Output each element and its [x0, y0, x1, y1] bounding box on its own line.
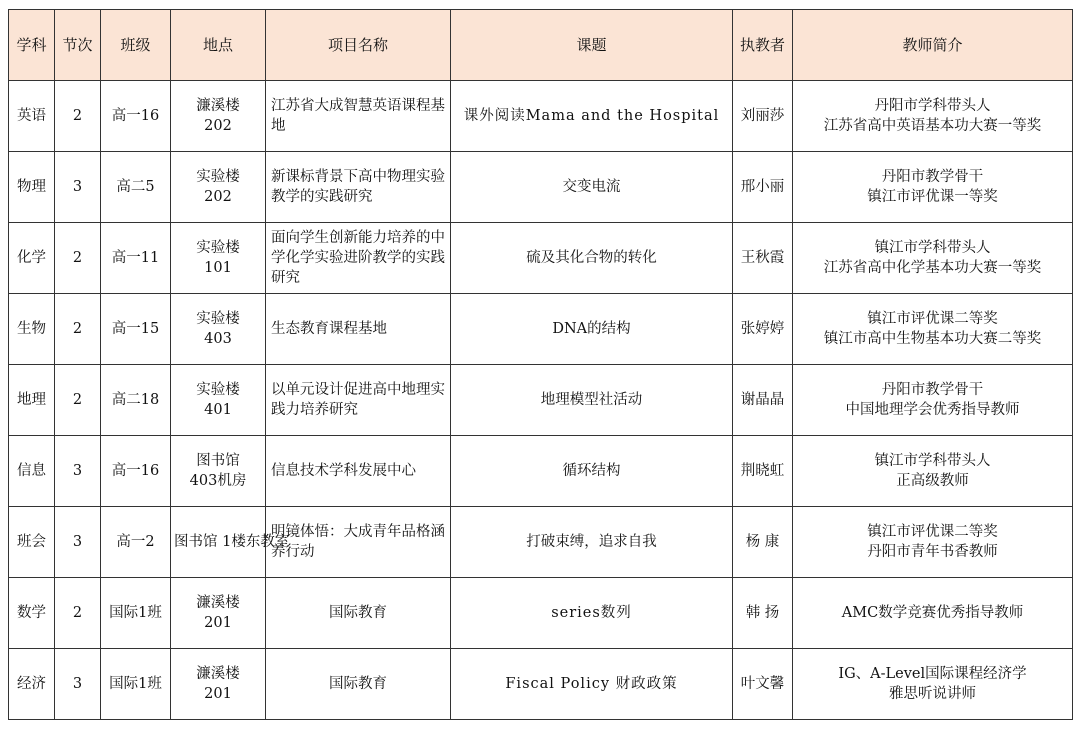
cell-topic: DNA的结构 — [451, 294, 733, 365]
cell-location: 实验楼 401 — [171, 365, 266, 436]
cell-location: 濂溪楼 201 — [171, 578, 266, 649]
cell-location: 濂溪楼 201 — [171, 649, 266, 720]
cell-profile: 镇江市评优课二等奖 镇江市高中生物基本功大赛二等奖 — [793, 294, 1073, 365]
cell-location: 实验楼 403 — [171, 294, 266, 365]
table-row — [9, 649, 1073, 720]
cell-teacher: 韩 扬 — [733, 578, 793, 649]
cell-location: 图书馆 403机房 — [171, 436, 266, 507]
cell-class: 国际1班 — [101, 649, 171, 720]
header-teacher: 执教者 — [733, 10, 793, 81]
cell-period: 3 — [55, 649, 101, 720]
schedule-table-container — [8, 9, 1073, 720]
cell-project: 以单元设计促进高中地理实践力培养研究 — [266, 365, 451, 436]
cell-project: 国际教育 — [266, 578, 451, 649]
cell-class: 高一16 — [101, 436, 171, 507]
cell-teacher: 刘丽莎 — [733, 81, 793, 152]
cell-class: 高二18 — [101, 365, 171, 436]
cell-class: 高二5 — [101, 152, 171, 223]
cell-location: 图书馆 1楼东教室 — [171, 507, 266, 578]
cell-teacher: 张婷婷 — [733, 294, 793, 365]
cell-period: 2 — [55, 294, 101, 365]
cell-class: 高一16 — [101, 81, 171, 152]
cell-profile: 丹阳市学科带头人 江苏省高中英语基本功大赛一等奖 — [793, 81, 1073, 152]
cell-class: 高一11 — [101, 223, 171, 294]
header-subject: 学科 — [9, 10, 55, 81]
cell-teacher: 杨 康 — [733, 507, 793, 578]
cell-class: 高一15 — [101, 294, 171, 365]
header-location: 地点 — [171, 10, 266, 81]
cell-location: 实验楼 101 — [171, 223, 266, 294]
table-row — [9, 81, 1073, 152]
cell-project: 明镜体悟：大成青年品格涵养行动 — [266, 507, 451, 578]
cell-subject: 化学 — [9, 223, 55, 294]
cell-teacher: 谢晶晶 — [733, 365, 793, 436]
cell-period: 2 — [55, 81, 101, 152]
cell-project: 江苏省大成智慧英语课程基地 — [266, 81, 451, 152]
table-row — [9, 223, 1073, 294]
cell-profile: 丹阳市教学骨干 中国地理学会优秀指导教师 — [793, 365, 1073, 436]
table-row — [9, 507, 1073, 578]
cell-subject: 班会 — [9, 507, 55, 578]
open-class-schedule-table — [8, 9, 1073, 720]
table-row — [9, 294, 1073, 365]
cell-project: 生态教育课程基地 — [266, 294, 451, 365]
cell-subject: 物理 — [9, 152, 55, 223]
table-header — [9, 10, 1073, 81]
cell-profile: IG、A-Level国际课程经济学 雅思听说讲师 — [793, 649, 1073, 720]
cell-subject: 信息 — [9, 436, 55, 507]
cell-topic: 打破束缚，追求自我 — [451, 507, 733, 578]
cell-teacher: 荆晓虹 — [733, 436, 793, 507]
cell-project: 新课标背景下高中物理实验教学的实践研究 — [266, 152, 451, 223]
cell-topic: Fiscal Policy 财政政策 — [451, 649, 733, 720]
cell-project: 信息技术学科发展中心 — [266, 436, 451, 507]
table-body — [9, 81, 1073, 720]
cell-subject: 经济 — [9, 649, 55, 720]
cell-class: 高一2 — [101, 507, 171, 578]
cell-topic: 循环结构 — [451, 436, 733, 507]
table-row — [9, 152, 1073, 223]
cell-topic: 地理模型社活动 — [451, 365, 733, 436]
cell-topic: 交变电流 — [451, 152, 733, 223]
cell-subject: 数学 — [9, 578, 55, 649]
cell-teacher: 邢小丽 — [733, 152, 793, 223]
cell-period: 3 — [55, 152, 101, 223]
header-project: 项目名称 — [266, 10, 451, 81]
cell-topic: series数列 — [451, 578, 733, 649]
header-row — [9, 10, 1073, 81]
cell-profile: AMC数学竞赛优秀指导教师 — [793, 578, 1073, 649]
cell-period: 3 — [55, 507, 101, 578]
cell-profile: 镇江市学科带头人 江苏省高中化学基本功大赛一等奖 — [793, 223, 1073, 294]
cell-profile: 镇江市学科带头人 正高级教师 — [793, 436, 1073, 507]
cell-profile: 丹阳市教学骨干 镇江市评优课一等奖 — [793, 152, 1073, 223]
cell-teacher: 王秋霞 — [733, 223, 793, 294]
cell-profile: 镇江市评优课二等奖 丹阳市青年书香教师 — [793, 507, 1073, 578]
cell-topic: 课外阅读Mama and the Hospital — [451, 81, 733, 152]
cell-subject: 地理 — [9, 365, 55, 436]
header-topic: 课题 — [451, 10, 733, 81]
header-period: 节次 — [55, 10, 101, 81]
cell-period: 3 — [55, 436, 101, 507]
cell-location: 实验楼 202 — [171, 152, 266, 223]
cell-subject: 英语 — [9, 81, 55, 152]
table-row — [9, 365, 1073, 436]
cell-class: 国际1班 — [101, 578, 171, 649]
table-row — [9, 578, 1073, 649]
cell-period: 2 — [55, 223, 101, 294]
header-profile: 教师简介 — [793, 10, 1073, 81]
cell-topic: 硫及其化合物的转化 — [451, 223, 733, 294]
cell-project: 国际教育 — [266, 649, 451, 720]
header-class: 班级 — [101, 10, 171, 81]
cell-period: 2 — [55, 365, 101, 436]
cell-subject: 生物 — [9, 294, 55, 365]
table-row — [9, 436, 1073, 507]
cell-period: 2 — [55, 578, 101, 649]
cell-teacher: 叶文馨 — [733, 649, 793, 720]
cell-location: 濂溪楼 202 — [171, 81, 266, 152]
cell-project: 面向学生创新能力培养的中学化学实验进阶教学的实践研究 — [266, 223, 451, 294]
